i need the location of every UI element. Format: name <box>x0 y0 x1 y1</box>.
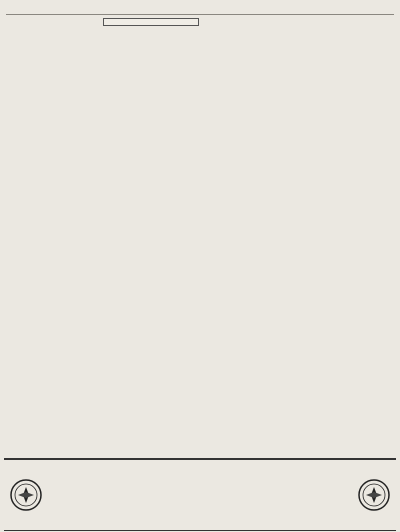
directory-columns <box>4 16 396 456</box>
footer-text-block <box>48 460 352 530</box>
column-3 <box>201 16 298 456</box>
right-seal-emblem <box>352 460 396 530</box>
left-seal-emblem <box>4 460 48 530</box>
footer-advertisement <box>4 458 396 531</box>
column-4 <box>300 16 397 456</box>
page-header <box>6 2 394 15</box>
rodenacher-advertisement <box>103 18 200 26</box>
column-1 <box>4 16 101 456</box>
column-2 <box>103 16 200 456</box>
